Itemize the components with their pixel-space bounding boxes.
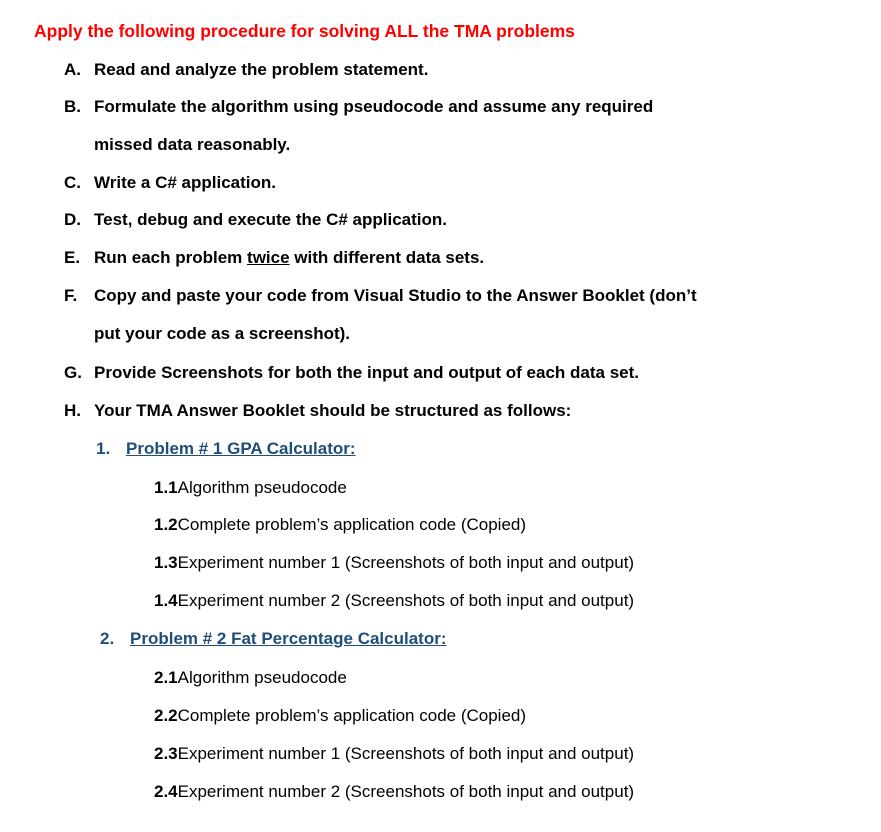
step-c [64, 173, 276, 193]
item-number: 1.3 [154, 553, 178, 572]
list-item [154, 706, 526, 726]
item-text: Complete problem’s application code (Copied) [177, 515, 527, 534]
step-letter: H. [64, 401, 81, 420]
step-g [64, 363, 639, 383]
list-item [154, 478, 347, 498]
list-item [154, 553, 634, 573]
problem-2-title-link[interactable]: Problem # 2 Fat Percentage Calculator: [130, 629, 447, 648]
procedure-heading: Apply the following procedure for solving ALL the TMA problems [34, 21, 575, 41]
step-f [64, 286, 697, 306]
step-letter: A. [64, 60, 81, 79]
problem-number: 2. [100, 629, 115, 648]
item-number: 2.3 [154, 744, 178, 763]
item-text: Algorithm pseudocode [177, 478, 347, 497]
step-letter: G. [64, 363, 82, 382]
step-text: Copy and paste your code from Visual Studio to the Answer Booklet (don’t [94, 286, 697, 305]
step-text: Read and analyze the problem statement. [94, 60, 429, 79]
step-b-continuation: missed data reasonably. [94, 135, 291, 154]
step-d [64, 210, 447, 230]
problem-1-heading [96, 439, 356, 459]
item-text: Experiment number 2 (Screenshots of both input and output) [177, 782, 635, 801]
step-e [64, 248, 484, 268]
item-number: 1.2 [154, 515, 178, 534]
list-item [154, 668, 347, 688]
item-text: Algorithm pseudocode [177, 668, 347, 687]
item-text: Experiment number 2 (Screenshots of both input and output) [177, 591, 635, 610]
step-letter: F. [64, 286, 78, 305]
step-text: Test, debug and execute the C# application. [94, 210, 447, 229]
item-number: 2.1 [154, 668, 178, 687]
step-text: Formulate the algorithm using pseudocode and assume any required [94, 97, 654, 116]
problem-1-title-link[interactable]: Problem # 1 GPA Calculator: [126, 439, 356, 458]
step-letter: B. [64, 97, 81, 116]
problem-2-heading [100, 629, 447, 649]
step-b [64, 97, 653, 117]
step-emphasis: twice [247, 248, 290, 267]
list-item [154, 782, 634, 802]
step-text-after: with different data sets. [289, 248, 485, 267]
step-text: Your TMA Answer Booklet should be structured as follows: [94, 401, 572, 420]
step-letter: D. [64, 210, 81, 229]
list-item [154, 515, 526, 535]
item-number: 2.2 [154, 706, 178, 725]
problem-number: 1. [96, 439, 111, 458]
item-number: 1.4 [154, 591, 178, 610]
step-f-continuation: put your code as a screenshot). [94, 324, 351, 343]
item-text: Complete problem’s application code (Copied) [177, 706, 527, 725]
item-text: Experiment number 1 (Screenshots of both input and output) [177, 744, 635, 763]
item-number: 1.1 [154, 478, 178, 497]
step-text: Provide Screenshots for both the input and output of each data set. [94, 363, 639, 382]
step-letter: E. [64, 248, 81, 267]
step-letter: C. [64, 173, 81, 192]
step-text-before: Run each problem [94, 248, 248, 267]
step-text: Write a C# application. [94, 173, 277, 192]
step-h [64, 401, 571, 421]
item-text: Experiment number 1 (Screenshots of both input and output) [177, 553, 635, 572]
item-number: 2.4 [154, 782, 178, 801]
list-item [154, 744, 634, 764]
step-a [64, 60, 428, 80]
list-item [154, 591, 634, 611]
